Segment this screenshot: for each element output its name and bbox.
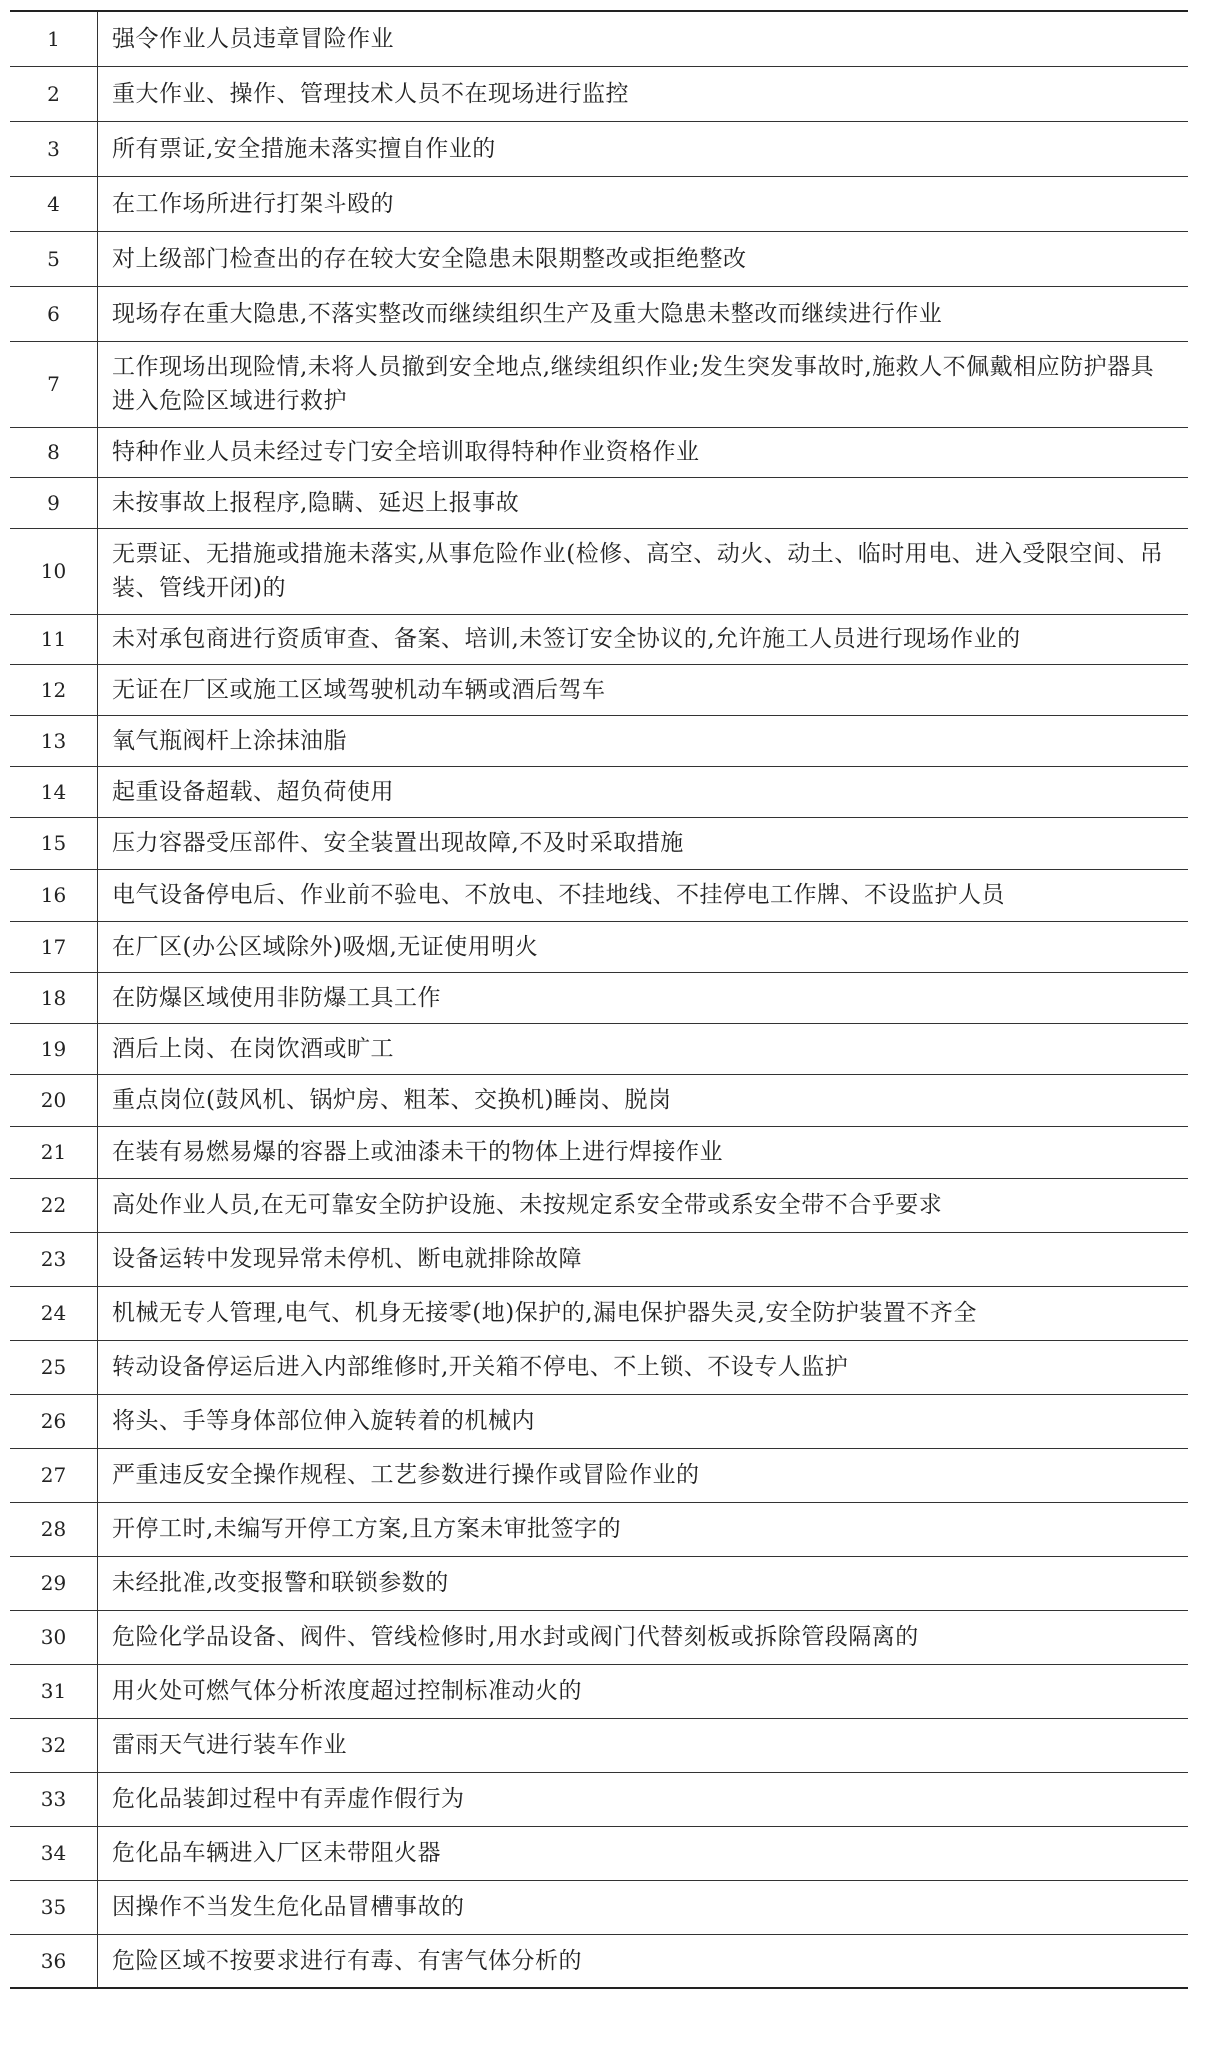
row-number: 33 [10,1772,98,1826]
row-number: 23 [10,1232,98,1286]
row-text: 无证在厂区或施工区域驾驶机动车辆或酒后驾车 [98,664,1189,715]
table-row [10,921,1188,972]
table-row [10,341,1188,427]
table-row [10,1340,1188,1394]
row-text: 起重设备超载、超负荷使用 [98,766,1189,817]
table-row [10,528,1188,614]
row-text: 在装有易燃易爆的容器上或油漆未干的物体上进行焊接作业 [98,1126,1189,1178]
row-number: 19 [10,1023,98,1074]
table-row [10,1502,1188,1556]
table-row [10,11,1188,66]
row-number: 29 [10,1556,98,1610]
table-body [10,11,1188,1988]
row-number: 18 [10,972,98,1023]
table-row [10,715,1188,766]
table-row [10,1126,1188,1178]
row-text: 重点岗位(鼓风机、锅炉房、粗苯、交换机)睡岗、脱岗 [98,1074,1189,1126]
row-number: 30 [10,1610,98,1664]
violations-table [10,10,1188,1989]
row-number: 13 [10,715,98,766]
row-text: 强令作业人员违章冒险作业 [98,11,1189,66]
row-number: 12 [10,664,98,715]
row-text: 未按事故上报程序,隐瞒、延迟上报事故 [98,477,1189,528]
table-row [10,477,1188,528]
table-row [10,817,1188,869]
table-row [10,1023,1188,1074]
table-row [10,1178,1188,1232]
row-text: 在防爆区域使用非防爆工具工作 [98,972,1189,1023]
table-row [10,1772,1188,1826]
row-text: 现场存在重大隐患,不落实整改而继续组织生产及重大隐患未整改而继续进行作业 [98,286,1189,341]
table-row [10,869,1188,921]
row-text: 机械无专人管理,电气、机身无接零(地)保护的,漏电保护器失灵,安全防护装置不齐全 [98,1286,1189,1340]
table-row [10,664,1188,715]
table-row [10,1286,1188,1340]
row-text: 未经批准,改变报警和联锁参数的 [98,1556,1189,1610]
table-row [10,1448,1188,1502]
row-number: 15 [10,817,98,869]
row-text: 高处作业人员,在无可靠安全防护设施、未按规定系安全带或系安全带不合乎要求 [98,1178,1189,1232]
table-row [10,121,1188,176]
row-number: 6 [10,286,98,341]
row-number: 28 [10,1502,98,1556]
row-text: 无票证、无措施或措施未落实,从事危险作业(检修、高空、动火、动土、临时用电、进入受限空间、吊装、管线开闭)的 [98,528,1189,614]
row-number: 22 [10,1178,98,1232]
row-number: 9 [10,477,98,528]
row-text: 开停工时,未编写开停工方案,且方案未审批签字的 [98,1502,1189,1556]
row-text: 用火处可燃气体分析浓度超过控制标准动火的 [98,1664,1189,1718]
row-number: 7 [10,341,98,427]
row-text: 在工作场所进行打架斗殴的 [98,176,1189,231]
row-text: 未对承包商进行资质审查、备案、培训,未签订安全协议的,允许施工人员进行现场作业的 [98,614,1189,664]
row-text: 设备运转中发现异常未停机、断电就排除故障 [98,1232,1189,1286]
table-row [10,231,1188,286]
table-row [10,1826,1188,1880]
row-number: 34 [10,1826,98,1880]
row-text: 转动设备停运后进入内部维修时,开关箱不停电、不上锁、不设专人监护 [98,1340,1189,1394]
row-number: 8 [10,427,98,477]
table-row [10,1934,1188,1988]
row-text: 工作现场出现险情,未将人员撤到安全地点,继续组织作业;发生突发事故时,施救人不佩戴相应防护器具进入危险区域进行救护 [98,341,1189,427]
table-row [10,1074,1188,1126]
table-row [10,176,1188,231]
row-text: 所有票证,安全措施未落实擅自作业的 [98,121,1189,176]
table-row [10,1394,1188,1448]
row-number: 25 [10,1340,98,1394]
row-number: 16 [10,869,98,921]
row-text: 严重违反安全操作规程、工艺参数进行操作或冒险作业的 [98,1448,1189,1502]
row-number: 5 [10,231,98,286]
table-row [10,1610,1188,1664]
row-text: 危险化学品设备、阀件、管线检修时,用水封或阀门代替刻板或拆除管段隔离的 [98,1610,1189,1664]
row-number: 21 [10,1126,98,1178]
table-row [10,286,1188,341]
row-number: 11 [10,614,98,664]
row-number: 35 [10,1880,98,1934]
row-number: 31 [10,1664,98,1718]
row-number: 27 [10,1448,98,1502]
table-row [10,1664,1188,1718]
row-number: 4 [10,176,98,231]
row-text: 氧气瓶阀杆上涂抹油脂 [98,715,1189,766]
row-text: 将头、手等身体部位伸入旋转着的机械内 [98,1394,1189,1448]
row-text: 电气设备停电后、作业前不验电、不放电、不挂地线、不挂停电工作牌、不设监护人员 [98,869,1189,921]
table-row [10,427,1188,477]
row-number: 1 [10,11,98,66]
row-number: 2 [10,66,98,121]
table-row [10,1232,1188,1286]
row-number: 20 [10,1074,98,1126]
row-number: 26 [10,1394,98,1448]
row-number: 32 [10,1718,98,1772]
row-text: 危化品装卸过程中有弄虚作假行为 [98,1772,1189,1826]
row-number: 24 [10,1286,98,1340]
table-row [10,1556,1188,1610]
table-row [10,614,1188,664]
row-number: 14 [10,766,98,817]
row-number: 10 [10,528,98,614]
table-row [10,1880,1188,1934]
row-text: 在厂区(办公区域除外)吸烟,无证使用明火 [98,921,1189,972]
row-text: 重大作业、操作、管理技术人员不在现场进行监控 [98,66,1189,121]
table-row [10,66,1188,121]
row-text: 危险区域不按要求进行有毒、有害气体分析的 [98,1934,1189,1988]
row-number: 36 [10,1934,98,1988]
row-number: 17 [10,921,98,972]
row-text: 对上级部门检查出的存在较大安全隐患未限期整改或拒绝整改 [98,231,1189,286]
row-text: 因操作不当发生危化品冒槽事故的 [98,1880,1189,1934]
row-number: 3 [10,121,98,176]
table-row [10,1718,1188,1772]
row-text: 特种作业人员未经过专门安全培训取得特种作业资格作业 [98,427,1189,477]
row-text: 危化品车辆进入厂区未带阻火器 [98,1826,1189,1880]
row-text: 压力容器受压部件、安全装置出现故障,不及时采取措施 [98,817,1189,869]
row-text: 雷雨天气进行装车作业 [98,1718,1189,1772]
table-row [10,766,1188,817]
row-text: 酒后上岗、在岗饮酒或旷工 [98,1023,1189,1074]
table-row [10,972,1188,1023]
